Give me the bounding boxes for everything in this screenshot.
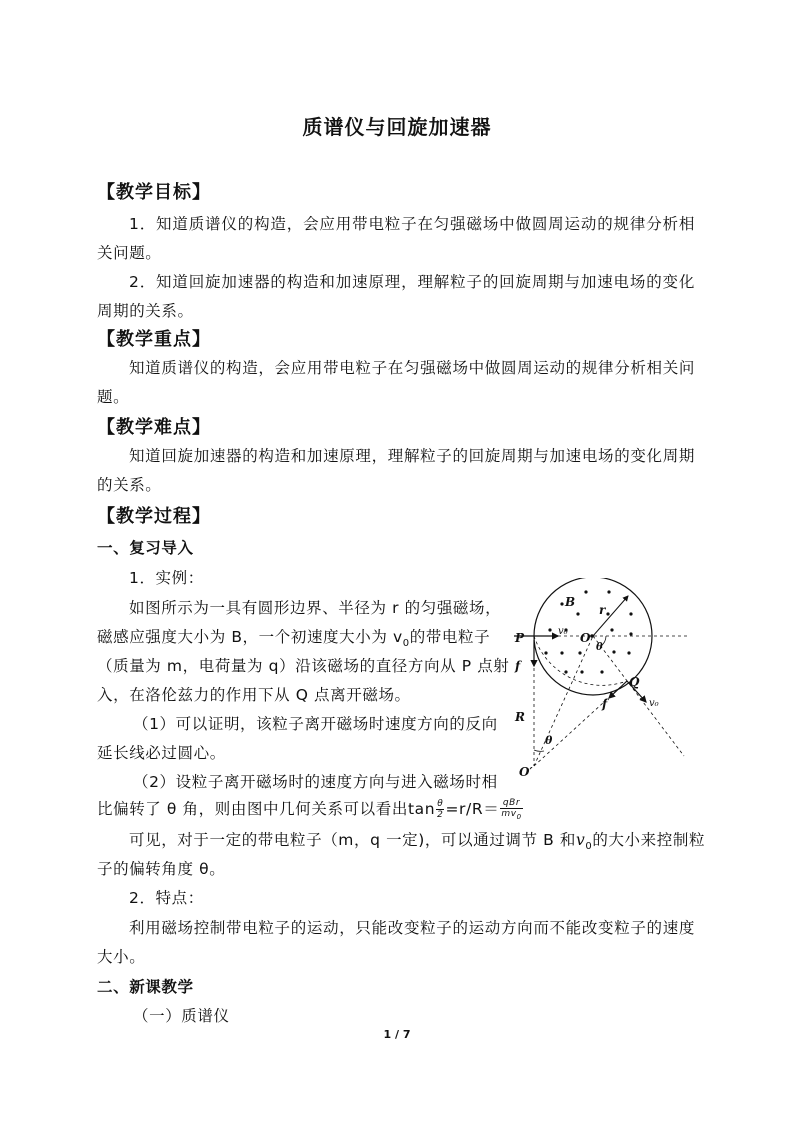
- feature-text: 利用磁场控制带电粒子的运动，只能改变粒子的运动方向而不能改变粒子的速度大小。: [97, 919, 695, 966]
- point-1-line-1: （1）可以证明，该粒子离开磁场时速度方向的反向: [133, 715, 498, 733]
- example-line-4: 入，在洛伦兹力的作用下从 Q 点离开磁场。: [97, 686, 411, 704]
- label-O: O: [580, 631, 591, 645]
- section-heading-difficult: 【教学难点】: [97, 417, 211, 438]
- subheading-mass-spectrometer: （一）质谱仪: [133, 1007, 230, 1025]
- force-arrow-right: [609, 681, 627, 698]
- heading-review: 一、复习导入: [97, 539, 194, 557]
- label-theta-top: θ: [596, 642, 603, 653]
- label-v0-in: v₀: [558, 626, 568, 637]
- goal-item-1: 1．知道质谱仪的构造，会应用带电粒子在匀强磁场中做圆周运动的规律分析相关问题。: [97, 215, 695, 262]
- section-heading-key: 【教学重点】: [97, 329, 211, 350]
- example-label: 1．实例：: [129, 569, 204, 587]
- label-r: r: [599, 603, 606, 617]
- page-number: 1 / 7: [383, 1028, 411, 1041]
- conclusion-line-1: 可见，对于一定的带电粒子（m，q 一定)，可以通过调节 B 和$v_0$的大小来控制粒: [129, 831, 706, 853]
- center-connection-line: [534, 636, 593, 766]
- section-heading-process: 【教学过程】: [97, 506, 211, 527]
- label-Q: Q: [629, 675, 640, 689]
- point-2-line-2: 比偏转了 θ 角，则由图中几何关系可以看出tan $\frac{\theta}{2}$ =r/R＝ $\frac{\text{qBr}}{mv_0}$: [97, 797, 522, 821]
- label-O-prime: O′: [519, 765, 533, 779]
- magnetic-field-figure: [506, 578, 690, 784]
- label-R: R: [515, 710, 525, 724]
- example-line-3: （质量为 m，电荷量为 q）沿该磁场的直径方向从 P 点射: [97, 657, 510, 675]
- example-line-2: 磁感应强度大小为 B，一个初速度大小为 $v_0$的带电粒子: [97, 628, 491, 650]
- tan-fraction: $\frac{\theta}{2}$: [437, 799, 444, 820]
- theta-arc-bottom: [534, 750, 544, 751]
- heading-new-lesson: 二、新课教学: [97, 978, 194, 996]
- label-theta-bottom: θ: [545, 734, 553, 747]
- label-P: P: [515, 631, 525, 645]
- example-line-1: 如图所示为一具有圆形边界、半径为 r 的匀强磁场，: [129, 599, 502, 617]
- page-title: 质谱仪与回旋加速器: [302, 115, 492, 139]
- section-heading-goals: 【教学目标】: [97, 182, 211, 203]
- label-v0-out: v₀: [649, 698, 659, 709]
- conclusion-line-2: 子的偏转角度 θ。: [97, 860, 226, 878]
- ratio-fraction: $\frac{\text{qBr}}{mv_0}$: [501, 797, 522, 821]
- point-1-line-2: 延长线必过圆心。: [97, 744, 226, 762]
- feature-label: 2．特点：: [129, 889, 204, 907]
- difficult-point-text: 知道回旋加速器的构造和加速原理，理解粒子的回旋周期与加速电场的变化周期的关系。: [97, 447, 695, 494]
- exit-direction-line: [593, 636, 684, 756]
- key-point-text: 知道质谱仪的构造，会应用带电粒子在匀强磁场中做圆周运动的规律分析相关问题。: [97, 359, 695, 406]
- label-f-right: f: [602, 697, 608, 711]
- label-B: B: [565, 595, 576, 609]
- label-f-left: f: [515, 659, 521, 673]
- goal-item-2: 2．知道回旋加速器的构造和加速原理，理解粒子的回旋周期与加速电场的变化周期的关系。: [97, 273, 695, 320]
- point-2-line-1: （2）设粒子离开磁场时的速度方向与进入磁场时相: [133, 773, 498, 791]
